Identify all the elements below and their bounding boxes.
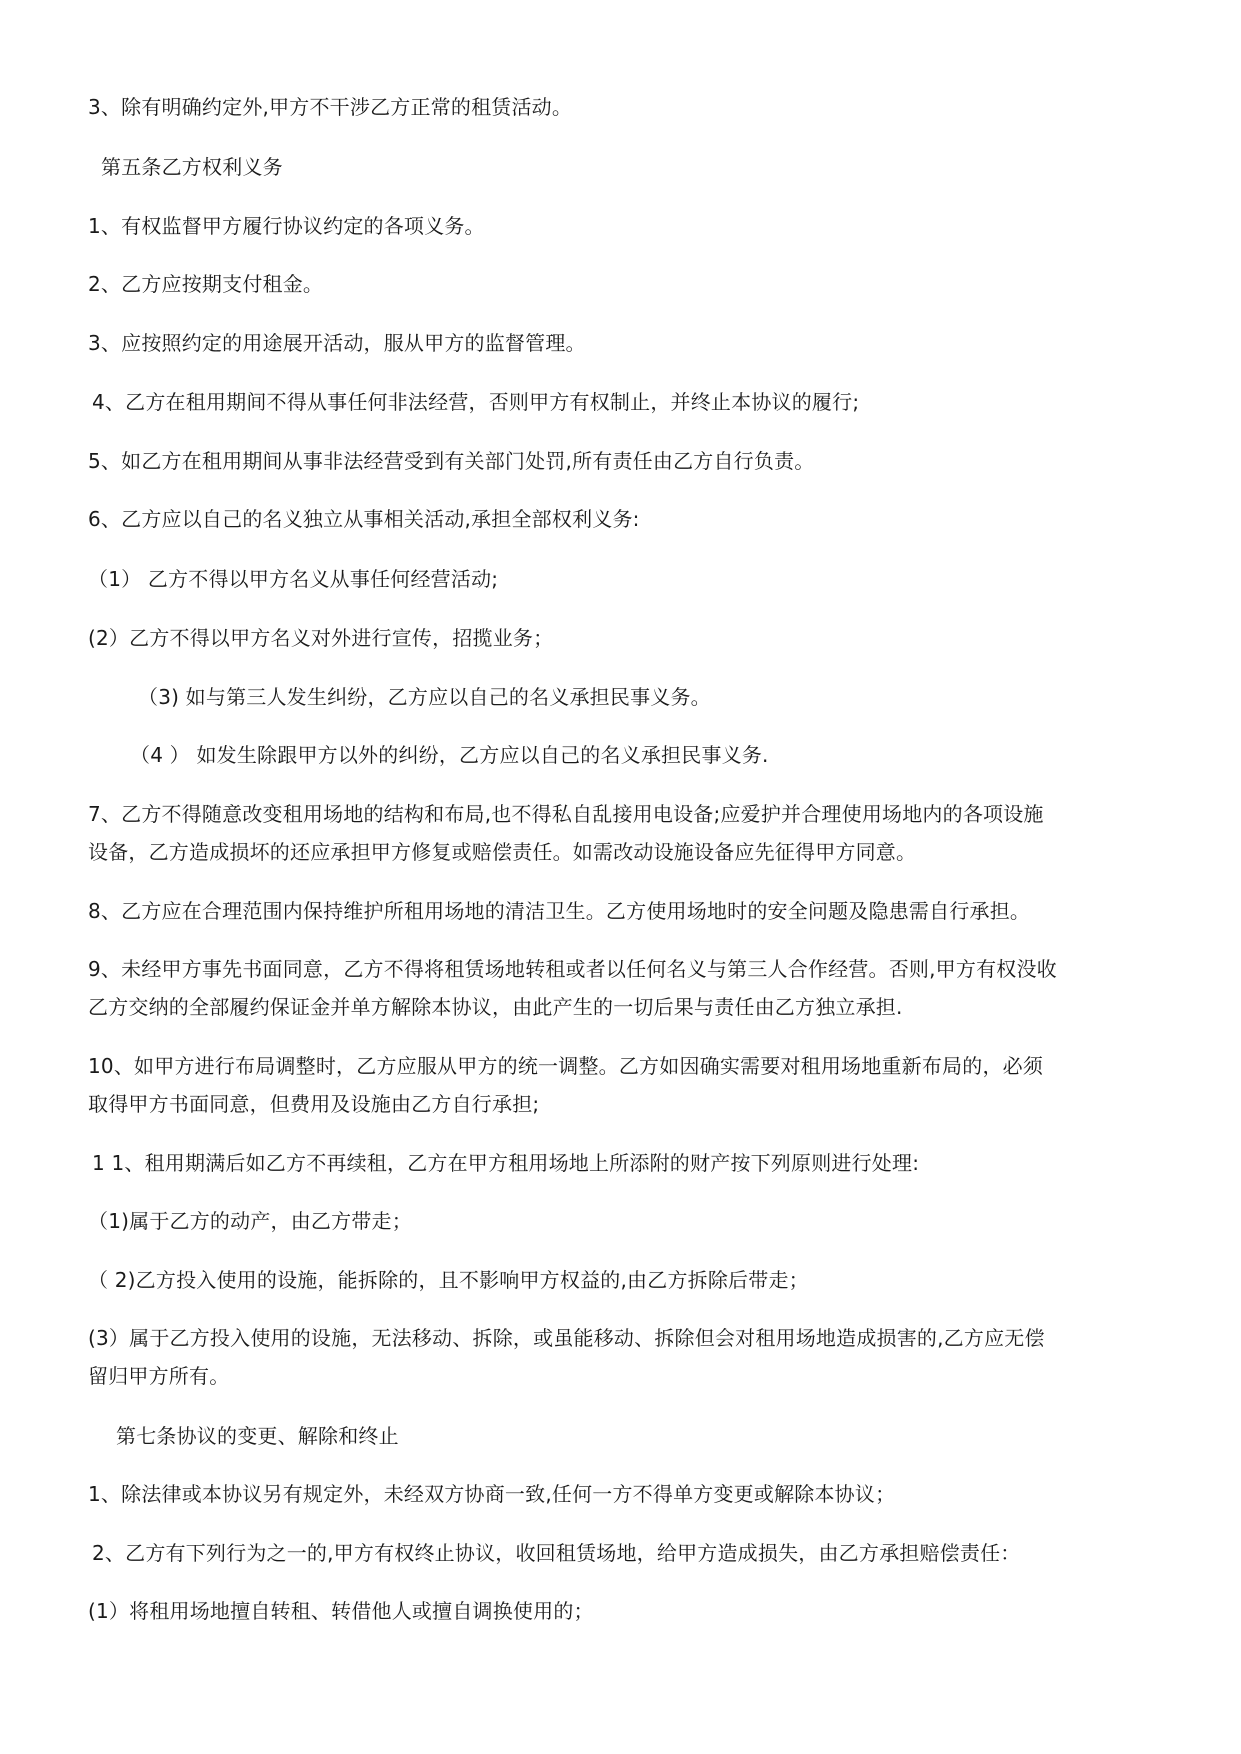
- paragraph-line: 9、未经甲方事先书面同意，乙方不得将租赁场地转租或者以任何名义与第三人合作经营。否则,甲方有权没收: [88, 957, 1057, 981]
- paragraph-line: (3）属于乙方投入使用的设施，无法移动、拆除，或虽能移动、拆除但会对租用场地造成损害的,乙方应无偿: [88, 1326, 1045, 1350]
- paragraph-line: (1）将租用场地擅自转租、转借他人或擅自调换使用的；: [88, 1599, 594, 1623]
- paragraph-line: 6、乙方应以自己的名义独立从事相关活动,承担全部权利义务:: [88, 507, 640, 531]
- paragraph-line: （4 ） 如发生除跟甲方以外的纠纷，乙方应以自己的名义承担民事义务.: [130, 743, 769, 767]
- section-heading: 第七条协议的变更、解除和终止: [116, 1424, 399, 1448]
- paragraph-line: 1 1、租用期满后如乙方不再续租，乙方在甲方租用场地上所添附的财产按下列原则进行处理:: [92, 1151, 920, 1175]
- paragraph-line: 10、如甲方进行布局调整时，乙方应服从甲方的统一调整。乙方如因确实需要对租用场地重新布局的，必须: [88, 1054, 1044, 1078]
- paragraph-line: （1） 乙方不得以甲方名义从事任何经营活动;: [88, 567, 499, 591]
- paragraph-line: （ 2)乙方投入使用的设施，能拆除的，且不影响甲方权益的,由乙方拆除后带走；: [88, 1268, 809, 1292]
- paragraph-line: 设备，乙方造成损坏的还应承担甲方修复或赔偿责任。如需改动设施设备应先征得甲方同意。: [88, 840, 917, 864]
- paragraph-line: 4、乙方在租用期间不得从事任何非法经营，否则甲方有权制止，并终止本协议的履行;: [92, 390, 860, 414]
- paragraph-line: 乙方交纳的全部履约保证金并单方解除本协议，由此产生的一切后果与责任由乙方独立承担.: [88, 995, 903, 1019]
- paragraph-line: 5、如乙方在租用期间从事非法经营受到有关部门处罚,所有责任由乙方自行负责。: [88, 449, 815, 473]
- paragraph-line: 1、有权监督甲方履行协议约定的各项义务。: [88, 214, 485, 238]
- paragraph-line: 8、乙方应在合理范围内保持维护所租用场地的清洁卫生。乙方使用场地时的安全问题及隐患需自行承担。: [88, 899, 1031, 923]
- paragraph-line: (2）乙方不得以甲方名义对外进行宣传，招揽业务；: [88, 626, 554, 650]
- paragraph-line: 2、乙方应按期支付租金。: [88, 272, 324, 296]
- paragraph-line: 1、除法律或本协议另有规定外，未经双方协商一致,任何一方不得单方变更或解除本协议；: [88, 1482, 896, 1506]
- paragraph-line: 2、乙方有下列行为之一的,甲方有权终止协议，收回租赁场地，给甲方造成损失，由乙方承担赔偿责任：: [92, 1541, 1021, 1565]
- paragraph-line: （1)属于乙方的动产，由乙方带走；: [88, 1209, 412, 1233]
- paragraph-line: 3、除有明确约定外,甲方不干涉乙方正常的租赁活动。: [88, 95, 573, 119]
- paragraph-line: 3、应按照约定的用途展开活动，服从甲方的监督管理。: [88, 331, 586, 355]
- paragraph-line: 7、乙方不得随意改变租用场地的结构和布局,也不得私自乱接用电设备;应爱护并合理使用场地内的各项设施: [88, 802, 1044, 826]
- section-heading: 第五条乙方权利义务: [101, 155, 283, 179]
- paragraph-line: 留归甲方所有。: [88, 1364, 230, 1388]
- paragraph-line: （3) 如与第三人发生纠纷，乙方应以自己的名义承担民事义务。: [138, 685, 711, 709]
- paragraph-line: 取得甲方书面同意，但费用及设施由乙方自行承担;: [88, 1092, 540, 1116]
